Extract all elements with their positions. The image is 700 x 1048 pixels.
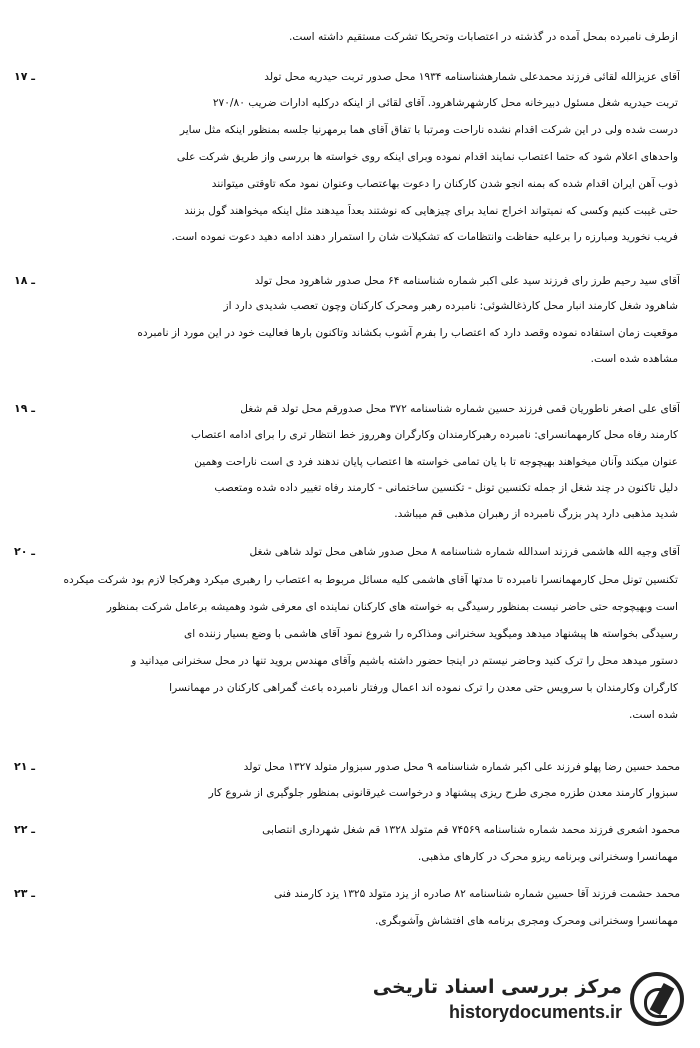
item-number: ۱۹ ـ (14, 402, 36, 415)
document-line: محمود اشعری فرزند محمد شماره شناسنامه ۷۴۵۶۹ قم متولد ۱۳۲۸ قم شغل شهرداری انتصابی (262, 824, 680, 836)
document-line: شاهرود شغل کارمند انبار محل کارذغالشوئی: نامبرده رهبر ومحرک کارکنان وچون تعصب شدیدی دارد از (223, 300, 678, 312)
document-line: سبزوار کارمند معدن طزره مجری طرح ریزی پیشنهاد و درخواست غیرقانونی بمنظور جلوگیری از شروع کار (208, 787, 678, 799)
brand-name-fa: مرکز بررسی اسناد تاریخی (372, 976, 622, 998)
document-line: آقای وجیه الله هاشمی فرزند اسدالله شماره شناسنامه ۸ محل صدور شاهی محل تولد شاهی شغل (249, 546, 680, 558)
document-line: فریب نخورید ومبارزه را برعلیه حفاظت وانتظامات که تشکیلات شان را استمرار دهند ادامه دهید دعوت نموده است. (171, 231, 678, 243)
document-line: محمد حسین رضا پهلو فرزند علی اکبر شماره شناسنامه ۹ محل صدور سبزوار متولد ۱۳۲۷ محل تولد (243, 761, 680, 773)
document-line: محمد حشمت فرزند آقا حسین شماره شناسنامه ۸۲ صادره از یزد متولد ۱۳۲۵ یزد کارمند فنی (273, 888, 680, 900)
document-line: دلیل تاکنون در چند شغل از جمله تکنسین تونل - تکنسین ساختمانی - کارمند رفاه تغییر داده شده ومتعصب (214, 482, 678, 494)
document-line: مهمانسرا وسخنرانی وبرنامه ریزو محرک در کارهای مذهبی. (417, 851, 678, 863)
document-line: کارمند رفاه محل کارمهمانسرای: نامبرده رهبرکارمندان وکارگران وهرروز خط انتظار تری را برای ادامه اعتصاب (191, 429, 678, 441)
document-line: ذوب آهن ایران اقدام شده که بمنه انجو شدن کارکنان را دعوت بهاعتصاب وعنوان نمود مکه تاوقتی میتوانند (211, 178, 678, 190)
document-line: رسیدگی بخواسته ها پیشنهاد میدهد ومیگوید سخنرانی ومذاکره را شروع نمود آقای هاشمی با وضع بسیار زننده ای (184, 628, 678, 640)
document-line: عنوان میکند وآنان میخواهند بهیچوجه تا با یان تمامی خواسته ها اعتصاب پایان ندهند فرد ی است ناراحت وهمین (194, 456, 678, 468)
document-line: آقای عزیزالله لقائی فرزند محمدعلی شمارهشناسنامه ۱۹۳۴ محل صدور تربت حیدریه محل تولد (264, 71, 680, 83)
document-line: واحدهای اعلام شود که حتما اعتصاب نمایند اقدام نموده وبرای اینکه روی خواسته ها بررسی واز طریق شرکت علی (176, 151, 678, 163)
document-line: است وبهیچوجه حتی حاضر نیست بمنظور رسیدگی به خواسته های کارکنان نماینده ای معرفی شود وهمیشه برعامل شرکت بمنظور (106, 601, 678, 613)
document-line: موقعیت زمان استفاده نموده وقصد دارد که اعتصاب را بفرم آشوب بکشاند وتاکنون بارها فعالیت خود در این مورد از نامبرده (137, 327, 678, 339)
document-line: مشاهده شده است. (590, 353, 678, 365)
document-line: مهمانسرا وسخنرانی ومحرک ومجری برنامه های افتشاش وآشوبگری. (375, 915, 678, 927)
document-line: تکنسین تونل محل کارمهمانسرا نامبرده تا مدتها آقای هاشمی کلیه مسائل مربوط به اعتصاب را رهبری میکرد وهرکجا لازم بود شرکت میکرده (63, 574, 678, 586)
document-line: شدید مذهبی دارد پدر بزرگ نامبرده از رهبران مذهبی قم میباشد. (394, 508, 678, 520)
item-number: ۱۸ ـ (14, 274, 36, 287)
item-number: ۲۲ ـ (14, 823, 36, 836)
item-number: ۲۱ ـ (14, 760, 36, 773)
document-line: کارگران وکارمندان با سرویس حتی معدن را ترک نموده اند اعمال ورفتار نامبرده باعث گمراهی کارکنان در مهمانسرا (169, 682, 678, 694)
history-documents-logo-icon (630, 972, 684, 1026)
brand-url: historydocuments.ir (448, 1002, 622, 1022)
document-line: آقای علی اصغر ناطوریان قمی فرزند حسین شماره شناسنامه ۳۷۲ محل صدورقم محل تولد قم شغل (240, 403, 680, 415)
document-line: شده است. (629, 709, 678, 721)
item-number: ۲۳ ـ (14, 887, 36, 900)
watermark (372, 968, 688, 1038)
document-line: حتی غیبت کنیم وکسی که نمیتواند اخراج نماید برای چیزهایی که نوشتند بعداً میدهند مثل اینکه میخواهند گول بزنند (184, 205, 678, 217)
document-line: آقای سید رحیم طرز رای فرزند سید علی اکبر شماره شناسنامه ۶۴ محل صدور شاهرود محل تولد (254, 275, 680, 287)
document-line: ازطرف نامبرده بمحل آمده در گذشته در اعتصابات وتحریکا تشرکت مستقیم داشته است. (289, 31, 678, 43)
document-line: درست شده ولی در این شرکت اقدام نشده ناراحت ومرتبا با تفاق آقای هما برمهرنیا جلسه بمنظور اینکه مثل سایر (179, 124, 678, 136)
document-line: تربت حیدریه شغل مسئول دبیرخانه محل کارشهرشاهرود. آقای لقائی از اینکه درکلیه ادارات ضریب ۲۷۰/۸۰ (212, 97, 678, 109)
item-number: ۲۰ ـ (14, 545, 36, 558)
document-line: دستور میدهد محل را ترک کنید وحاضر نیستم در اینجا حضور داشته باشیم وآقای مهندس بروید تنها در محل سخنرانی میدانید و (131, 655, 678, 667)
item-number: ۱۷ ـ (14, 70, 36, 83)
